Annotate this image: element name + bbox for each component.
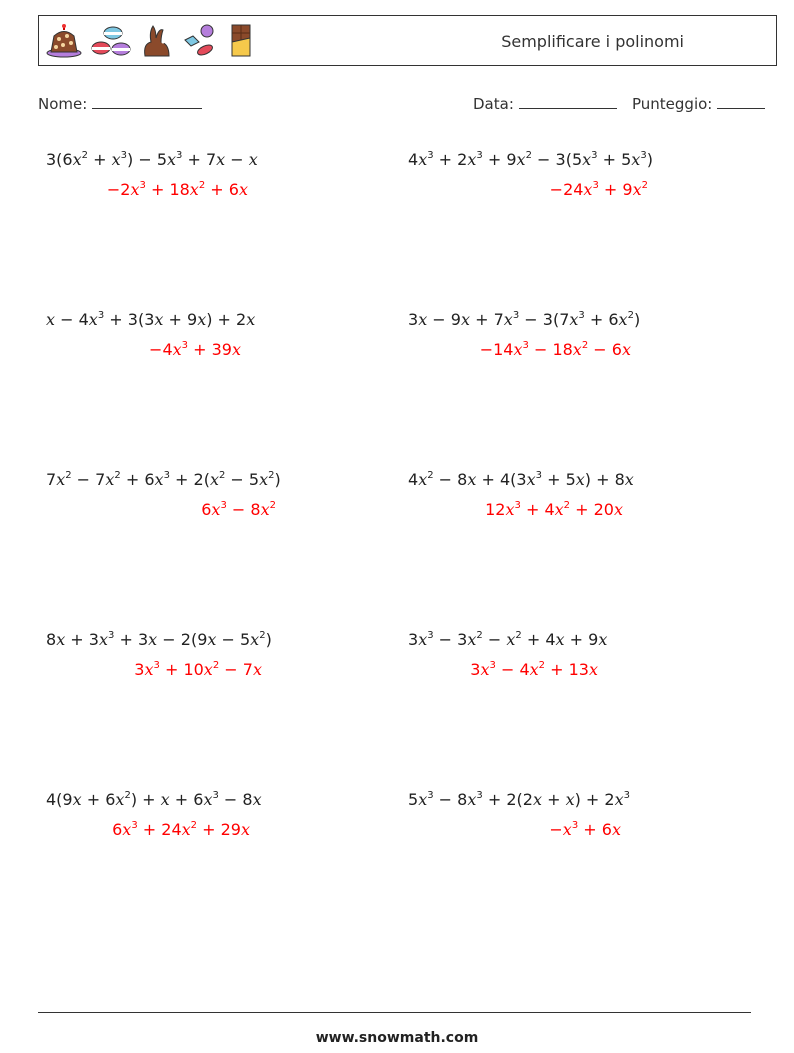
problem-10-answer: $-x^3 + 6x$ — [549, 820, 621, 839]
candies-icon — [181, 24, 221, 58]
score-line[interactable] — [717, 94, 765, 109]
problem-3-question: $x - 4x^3 + 3(3x + 9x) + 2x$ — [46, 310, 256, 329]
worksheet-title: Semplificare i polinomi — [501, 32, 684, 51]
name-line[interactable] — [92, 94, 202, 109]
problem-7-answer: $3x^3 + 10x^2 - 7x$ — [134, 660, 262, 679]
date-line[interactable] — [519, 94, 617, 109]
name-label: Nome: — [38, 95, 88, 113]
problem-9-question: $4(9x + 6x^2) + x + 6x^3 - 8x$ — [46, 790, 262, 809]
problem-6-answer: $12x^3 + 4x^2 + 20x$ — [485, 500, 623, 519]
problem-5-answer: $6x^3 - 8x^2$ — [201, 500, 276, 519]
name-field[interactable] — [38, 94, 202, 113]
macarons-icon — [91, 24, 131, 58]
problem-10-question: $5x^3 - 8x^3 + 2(2x + x) + 2x^3$ — [408, 790, 630, 809]
problem-9-answer: $6x^3 + 24x^2 + 29x$ — [112, 820, 250, 839]
footer-website[interactable]: www.snowmath.com — [315, 1030, 479, 1046]
problem-2-answer: $-24x^3 + 9x^2$ — [549, 180, 648, 199]
problem-3-answer: $-4x^3 + 39x$ — [149, 340, 241, 359]
problem-6-question: $4x^2 - 8x + 4(3x^3 + 5x) + 8x$ — [408, 470, 634, 489]
score-label: Punteggio: — [632, 95, 713, 113]
header-icons — [45, 23, 255, 59]
header-box — [38, 15, 777, 66]
chocolate-bunny-icon — [139, 24, 173, 58]
cake-icon — [45, 24, 83, 58]
problem-1-answer: $-2x^3 + 18x^2 + 6x$ — [106, 180, 248, 199]
footer-divider — [38, 1012, 751, 1013]
problem-4-answer: $-14x^3 - 18x^2 - 6x$ — [479, 340, 631, 359]
date-label: Data: — [473, 95, 514, 113]
problem-7-question: $8x + 3x^3 + 3x - 2(9x - 5x^2)$ — [46, 630, 272, 649]
date-field[interactable] — [473, 94, 617, 113]
problem-5-question: $7x^2 - 7x^2 + 6x^3 + 2(x^2 - 5x^2)$ — [46, 470, 281, 489]
problem-8-question: $3x^3 - 3x^2 - x^2 + 4x + 9x$ — [408, 630, 608, 649]
problem-2-question: $4x^3 + 2x^3 + 9x^2 - 3(5x^3 + 5x^3)$ — [408, 150, 653, 169]
score-field[interactable] — [632, 94, 765, 113]
problem-8-answer: $3x^3 - 4x^2 + 13x$ — [470, 660, 598, 679]
chocolate-bar-icon — [229, 24, 255, 58]
problem-4-question: $3x - 9x + 7x^3 - 3(7x^3 + 6x^2)$ — [408, 310, 641, 329]
problem-1-question: $3(6x^2 + x^3) - 5x^3 + 7x - x$ — [46, 150, 258, 169]
